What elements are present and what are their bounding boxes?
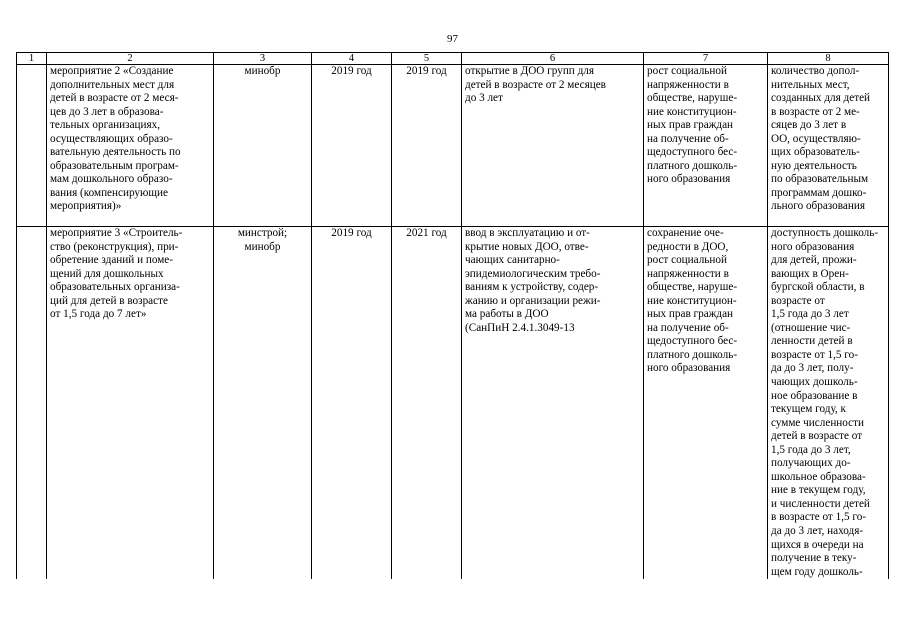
column-header-4: 4 (312, 53, 392, 65)
event-name-cell: мероприятие 3 «Строитель- ство (реконструкция), при- обретение зданий и поме- щений для дошкольных образовательных организа- ций для детей в возрасте от 1,5 года до 7 лет» (47, 227, 214, 580)
executor-cell: минобр (214, 65, 312, 227)
indicator-cell: количество допол- нительных мест, созданных для детей в возрасте от 2 ме- сяцев до 3 лет в ОО, осуществляю- щих образователь- ную деятельность по образовательным программам дошко- льного образования (768, 65, 889, 227)
start-year-cell: 2019 год (312, 65, 392, 227)
end-year-cell: 2019 год (392, 65, 462, 227)
table-row (17, 227, 889, 580)
header-row (17, 53, 889, 65)
column-header-2: 2 (47, 53, 214, 65)
event-name-cell: мероприятие 2 «Создание дополнительных мест для детей в возрасте от 2 меся- цев до 3 лет в образова- тельных организациях, осуществляющих образо- вательную деятельность по образовательным програм- мам дошкольного образо- вания (компенсирующие мероприятия)» (47, 65, 214, 227)
start-year-cell: 2019 год (312, 227, 392, 580)
executor-cell: минстрой; минобр (214, 227, 312, 580)
page-number: 97 (447, 33, 458, 45)
table-row (17, 65, 889, 227)
row-number-cell (17, 227, 47, 580)
column-header-5: 5 (392, 53, 462, 65)
column-header-8: 8 (768, 53, 889, 65)
column-header-3: 3 (214, 53, 312, 65)
column-header-1: 1 (17, 53, 47, 65)
consequences-cell: сохранение оче- редности в ДОО, рост социальной напряженности в обществе, наруше- ние конституцион- ных прав граждан на получение об- щедоступного бес- платного дошколь- ного образования (644, 227, 768, 580)
expected-result-cell: ввод в эксплуатацию и от- крытие новых ДОО, отве- чающих санитарно- эпидемиологическим требо- ваниям к устройству, содер- жанию и организации режи- ма работы в ДОО (СанПиН 2.4.1.3049-13 (462, 227, 644, 580)
row-number-cell (17, 65, 47, 227)
measures-table (16, 52, 889, 579)
expected-result-cell: открытие в ДОО групп для детей в возрасте от 2 месяцев до 3 лет (462, 65, 644, 227)
column-header-7: 7 (644, 53, 768, 65)
column-header-6: 6 (462, 53, 644, 65)
consequences-cell: рост социальной напряженности в обществе, наруше- ние конституцион- ных прав граждан на получение об- щедоступного бес- платного дошколь- ного образования (644, 65, 768, 227)
end-year-cell: 2021 год (392, 227, 462, 580)
indicator-cell: доступность дошколь- ного образования для детей, прожи- вающих в Орен- бургской области, в возрасте от 1,5 года до 3 лет (отношение чис- ленности детей в возрасте от 1,5 го- да до 3 лет, полу- чающих дошколь- ное образование в текущем году, к сумме численности детей в возрасте от 1,5 года до 3 лет, получающих до- школьное образова- ние в текущем году, и численности детей в возрасте от 1,5 го- да до 3 лет, находя- щихся в очереди на получение в теку- щем году дошколь- (768, 227, 889, 580)
